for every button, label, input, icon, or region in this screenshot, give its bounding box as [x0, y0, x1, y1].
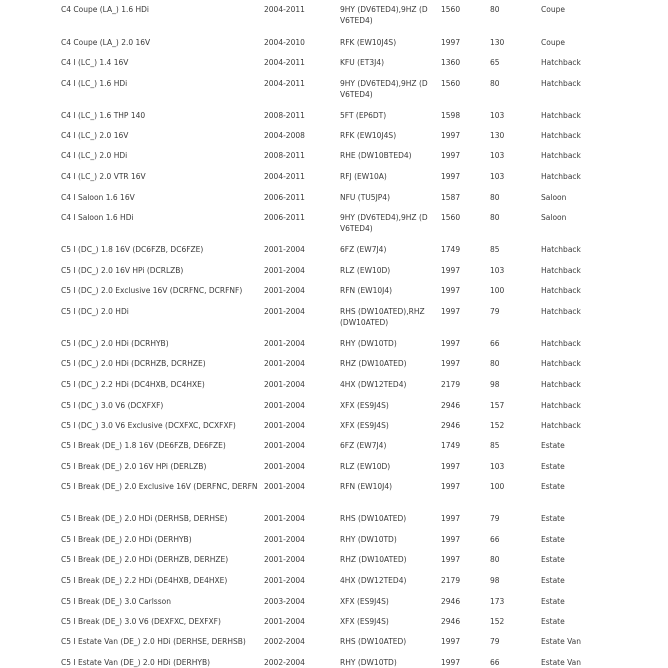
engine-cell — [340, 554, 407, 565]
hp-cell: 66 — [490, 339, 500, 348]
engine-cell — [340, 513, 406, 524]
years-cell: 2001-2004 — [264, 266, 305, 275]
hp-cell: 103 — [490, 462, 505, 471]
engine-cell-line: 4HX (DW12TED4) — [340, 380, 407, 389]
engine-cell-line: XFX (ES9J4S) — [340, 597, 389, 606]
body-cell: Hatchback — [541, 111, 581, 120]
hp-cell: 65 — [490, 58, 500, 67]
cc-cell: 1997 — [441, 482, 461, 491]
model-cell: C4 I (LC_) 2.0 VTR 16V — [61, 172, 146, 181]
engine-cell — [340, 192, 390, 203]
model-cell: C4 I (LC_) 2.0 16V — [61, 131, 129, 140]
engine-cell-line: RLZ (EW10D) — [340, 462, 391, 471]
years-cell: 2004-2011 — [264, 5, 305, 14]
model-cell: C5 I Break (DE_) 2.0 HDi (DERHYB) — [61, 535, 192, 544]
engine-cell — [340, 420, 389, 431]
engine-cell-line: 4HX (DW12TED4) — [340, 576, 407, 585]
model-cell: C5 I (DC_) 2.2 HDi (DC4HXB, DC4HXE) — [61, 380, 205, 389]
engine-cell — [340, 616, 389, 627]
hp-cell: 157 — [490, 401, 505, 410]
hp-cell: 130 — [490, 131, 505, 140]
engine-cell-line: 9HY (DV6TED4),9HZ (D — [340, 213, 428, 222]
engine-cell — [340, 534, 397, 545]
cc-cell: 1997 — [441, 172, 461, 181]
engine-cell — [340, 37, 396, 48]
hp-cell: 66 — [490, 535, 500, 544]
years-cell: 2001-2004 — [264, 482, 305, 491]
engine-cell-line: V6TED4) — [340, 16, 373, 25]
model-cell: C4 I (LC_) 1.4 16V — [61, 58, 129, 67]
hp-cell: 66 — [490, 658, 500, 667]
engine-cell-line: RFK (EW10J4S) — [340, 131, 397, 140]
cc-cell: 2179 — [441, 380, 461, 389]
engine-cell-line: KFU (ET3J4) — [340, 58, 385, 67]
engine-cell — [340, 4, 428, 26]
hp-cell: 79 — [490, 637, 500, 646]
engine-cell-line: RHS (DW10ATED),RHZ — [340, 307, 425, 316]
cc-cell: 1997 — [441, 658, 461, 667]
years-cell: 2001-2004 — [264, 617, 305, 626]
hp-cell: 80 — [490, 213, 500, 222]
body-cell: Hatchback — [541, 245, 581, 254]
cc-cell: 1749 — [441, 245, 461, 254]
model-cell: C4 I (LC_) 2.0 HDi — [61, 151, 128, 160]
years-cell: 2001-2004 — [264, 441, 305, 450]
engine-cell — [340, 440, 386, 451]
model-cell: C4 I Saloon 1.6 16V — [61, 193, 135, 202]
model-cell: C5 I Break (DE_) 2.0 HDi (DERHSB, DERHSE) — [61, 514, 228, 523]
hp-cell: 100 — [490, 482, 505, 491]
engine-cell-line: RHY (DW10TD) — [340, 658, 397, 667]
hp-cell: 85 — [490, 441, 500, 450]
body-cell: Estate — [541, 617, 565, 626]
model-cell: C5 I (DC_) 3.0 V6 (DCXFXF) — [61, 401, 164, 410]
hp-cell: 130 — [490, 38, 505, 47]
engine-cell-line: 5FT (EP6DT) — [340, 111, 387, 120]
model-cell: C5 I Break (DE_) 2.2 HDi (DE4HXB, DE4HXE) — [61, 576, 228, 585]
years-cell: 2008-2011 — [264, 111, 305, 120]
years-cell: 2008-2011 — [264, 151, 305, 160]
engine-cell — [340, 265, 390, 276]
body-cell: Hatchback — [541, 339, 581, 348]
cc-cell: 1587 — [441, 193, 461, 202]
hp-cell: 103 — [490, 111, 505, 120]
cc-cell: 1997 — [441, 286, 461, 295]
cc-cell: 1749 — [441, 441, 461, 450]
engine-cell-line: RHY (DW10TD) — [340, 535, 397, 544]
hp-cell: 173 — [490, 597, 505, 606]
engine-cell — [340, 212, 428, 234]
years-cell: 2001-2004 — [264, 421, 305, 430]
cc-cell: 1997 — [441, 359, 461, 368]
body-cell: Hatchback — [541, 286, 581, 295]
model-cell: C5 I (DC_) 2.0 16V HPi (DCRLZB) — [61, 266, 184, 275]
body-cell: Hatchback — [541, 58, 581, 67]
cc-cell: 1997 — [441, 514, 461, 523]
engine-cell-line: RHZ (DW10ATED) — [340, 359, 407, 368]
body-cell: Hatchback — [541, 359, 581, 368]
model-cell: C5 I (DC_) 2.0 HDi (DCRHYB) — [61, 339, 169, 348]
body-cell: Saloon — [541, 193, 567, 202]
engine-cell-line: V6TED4) — [340, 90, 373, 99]
cc-cell: 2179 — [441, 576, 461, 585]
body-cell: Coupe — [541, 5, 565, 14]
years-cell: 2001-2004 — [264, 359, 305, 368]
engine-cell-line: RHS (DW10ATED) — [340, 514, 407, 523]
years-cell: 2002-2004 — [264, 658, 305, 667]
engine-cell — [340, 306, 425, 328]
body-cell: Hatchback — [541, 172, 581, 181]
cc-cell: 2946 — [441, 597, 461, 606]
engine-cell — [340, 130, 396, 141]
body-cell: Hatchback — [541, 131, 581, 140]
engine-cell — [340, 461, 390, 472]
hp-cell: 103 — [490, 151, 505, 160]
engine-cell — [340, 657, 397, 668]
body-cell: Hatchback — [541, 79, 581, 88]
hp-cell: 80 — [490, 359, 500, 368]
years-cell: 2003-2004 — [264, 597, 305, 606]
hp-cell: 152 — [490, 421, 505, 430]
engine-cell-line: RFN (EW10J4) — [340, 482, 393, 491]
hp-cell: 152 — [490, 617, 505, 626]
years-cell: 2001-2004 — [264, 535, 305, 544]
engine-cell — [340, 150, 412, 161]
body-cell: Hatchback — [541, 421, 581, 430]
engine-cell — [340, 358, 407, 369]
model-cell: C5 I (DC_) 1.8 16V (DC6FZB, DC6FZE) — [61, 245, 204, 254]
model-cell: C5 I Break (DE_) 2.0 Exclusive 16V (DERFNC, DERFN — [61, 482, 258, 491]
cc-cell: 1997 — [441, 38, 461, 47]
engine-cell — [340, 57, 384, 68]
hp-cell: 98 — [490, 380, 500, 389]
model-cell: C5 I Break (DE_) 2.0 HDi (DERHZB, DERHZE) — [61, 555, 229, 564]
hp-cell: 80 — [490, 193, 500, 202]
hp-cell: 80 — [490, 5, 500, 14]
cc-cell: 1360 — [441, 58, 461, 67]
model-cell: C5 I Break (DE_) 3.0 Carlsson — [61, 597, 171, 606]
body-cell: Estate — [541, 462, 565, 471]
cc-cell: 1560 — [441, 79, 461, 88]
body-cell: Estate — [541, 482, 565, 491]
model-cell: C4 Coupe (LA_) 1.6 HDi — [61, 5, 150, 14]
engine-cell-line: (DW10ATED) — [340, 318, 389, 327]
engine-cell — [340, 110, 386, 121]
engine-cell-line: RFN (EW10J4) — [340, 286, 393, 295]
years-cell: 2004-2008 — [264, 131, 305, 140]
body-cell: Estate — [541, 597, 565, 606]
years-cell: 2001-2004 — [264, 462, 305, 471]
engine-cell — [340, 596, 389, 607]
engine-cell-line: RFJ (EW10A) — [340, 172, 387, 181]
engine-cell-line: RFK (EW10J4S) — [340, 38, 397, 47]
engine-cell-line: 9HY (DV6TED4),9HZ (D — [340, 5, 428, 14]
cc-cell: 1997 — [441, 339, 461, 348]
years-cell: 2001-2004 — [264, 286, 305, 295]
engine-cell — [340, 481, 392, 492]
cc-cell: 1560 — [441, 213, 461, 222]
years-cell: 2004-2011 — [264, 79, 305, 88]
engine-cell — [340, 379, 406, 390]
body-cell: Estate — [541, 535, 565, 544]
engine-cell-line: XFX (ES9J4S) — [340, 401, 389, 410]
cc-cell: 1997 — [441, 462, 461, 471]
cc-cell: 1997 — [441, 266, 461, 275]
hp-cell: 79 — [490, 514, 500, 523]
body-cell: Estate — [541, 555, 565, 564]
model-cell: C4 I Saloon 1.6 HDi — [61, 213, 134, 222]
cc-cell: 1997 — [441, 307, 461, 316]
cc-cell: 1997 — [441, 637, 461, 646]
cc-cell: 2946 — [441, 421, 461, 430]
body-cell: Hatchback — [541, 151, 581, 160]
hp-cell: 100 — [490, 286, 505, 295]
cc-cell: 2946 — [441, 617, 461, 626]
years-cell: 2004-2011 — [264, 172, 305, 181]
body-cell: Estate Van — [541, 658, 582, 667]
hp-cell: 98 — [490, 576, 500, 585]
cc-cell: 2946 — [441, 401, 461, 410]
years-cell: 2001-2004 — [264, 307, 305, 316]
model-cell: C5 I Break (DE_) 2.0 16V HPi (DERLZB) — [61, 462, 207, 471]
model-cell: C4 I (LC_) 1.6 HDi — [61, 79, 128, 88]
years-cell: 2001-2004 — [264, 514, 305, 523]
engine-cell-line: RHZ (DW10ATED) — [340, 555, 407, 564]
model-cell: C4 Coupe (LA_) 2.0 16V — [61, 38, 151, 47]
body-cell: Estate Van — [541, 637, 582, 646]
hp-cell: 80 — [490, 555, 500, 564]
hp-cell: 103 — [490, 266, 505, 275]
body-cell: Hatchback — [541, 380, 581, 389]
engine-cell — [340, 285, 392, 296]
years-cell: 2001-2004 — [264, 555, 305, 564]
engine-cell — [340, 78, 428, 100]
cc-cell: 1997 — [441, 131, 461, 140]
engine-cell-line: RHY (DW10TD) — [340, 339, 397, 348]
engine-cell-line: RHE (DW10BTED4) — [340, 151, 412, 160]
hp-cell: 80 — [490, 79, 500, 88]
hp-cell: 79 — [490, 307, 500, 316]
years-cell: 2006-2011 — [264, 213, 305, 222]
hp-cell: 85 — [490, 245, 500, 254]
body-cell: Hatchback — [541, 307, 581, 316]
body-cell: Estate — [541, 514, 565, 523]
model-cell: C5 I (DC_) 3.0 V6 Exclusive (DCXFXC, DCXFXF) — [61, 421, 236, 430]
engine-cell — [340, 171, 387, 182]
cc-cell: 1997 — [441, 535, 461, 544]
engine-cell — [340, 636, 406, 647]
body-cell: Hatchback — [541, 266, 581, 275]
years-cell: 2004-2011 — [264, 58, 305, 67]
years-cell: 2001-2004 — [264, 576, 305, 585]
engine-cell-line: XFX (ES9J4S) — [340, 617, 389, 626]
cc-cell: 1560 — [441, 5, 461, 14]
model-cell: C5 I Estate Van (DE_) 2.0 HDi (DERHSE, DERHSB) — [61, 637, 246, 646]
body-cell: Saloon — [541, 213, 567, 222]
years-cell: 2001-2004 — [264, 401, 305, 410]
body-cell: Estate — [541, 441, 565, 450]
model-cell: C5 I (DC_) 2.0 Exclusive 16V (DCRFNC, DCRFNF) — [61, 286, 243, 295]
cc-cell: 1598 — [441, 111, 461, 120]
engine-cell-line: 9HY (DV6TED4),9HZ (D — [340, 79, 428, 88]
body-cell: Hatchback — [541, 401, 581, 410]
engine-cell-line: NFU (TU5JP4) — [340, 193, 390, 202]
body-cell: Estate — [541, 576, 565, 585]
model-cell: C4 I (LC_) 1.6 THP 140 — [61, 111, 146, 120]
cc-cell: 1997 — [441, 555, 461, 564]
model-cell: C5 I Break (DE_) 3.0 V6 (DEXFXC, DEXFXF) — [61, 617, 221, 626]
model-cell: C5 I (DC_) 2.0 HDi (DCRHZB, DCRHZE) — [61, 359, 206, 368]
engine-cell-line: RHS (DW10ATED) — [340, 637, 407, 646]
engine-cell-line: 6FZ (EW7J4) — [340, 245, 387, 254]
years-cell: 2001-2004 — [264, 245, 305, 254]
years-cell: 2006-2011 — [264, 193, 305, 202]
engine-cell-line: XFX (ES9J4S) — [340, 421, 389, 430]
hp-cell: 103 — [490, 172, 505, 181]
body-cell: Coupe — [541, 38, 565, 47]
years-cell: 2002-2004 — [264, 637, 305, 646]
engine-cell — [340, 338, 397, 349]
model-cell: C5 I Break (DE_) 1.8 16V (DE6FZB, DE6FZE) — [61, 441, 226, 450]
engine-cell-line: RLZ (EW10D) — [340, 266, 391, 275]
years-cell: 2001-2004 — [264, 339, 305, 348]
engine-cell-line: 6FZ (EW7J4) — [340, 441, 387, 450]
model-cell: C5 I Estate Van (DE_) 2.0 HDi (DERHYB) — [61, 658, 211, 667]
engine-cell — [340, 244, 386, 255]
engine-cell — [340, 400, 389, 411]
years-cell: 2004-2010 — [264, 38, 305, 47]
engine-cell — [340, 575, 406, 586]
model-cell: C5 I (DC_) 2.0 HDi — [61, 307, 129, 316]
engine-cell-line: V6TED4) — [340, 224, 373, 233]
cc-cell: 1997 — [441, 151, 461, 160]
years-cell: 2001-2004 — [264, 380, 305, 389]
